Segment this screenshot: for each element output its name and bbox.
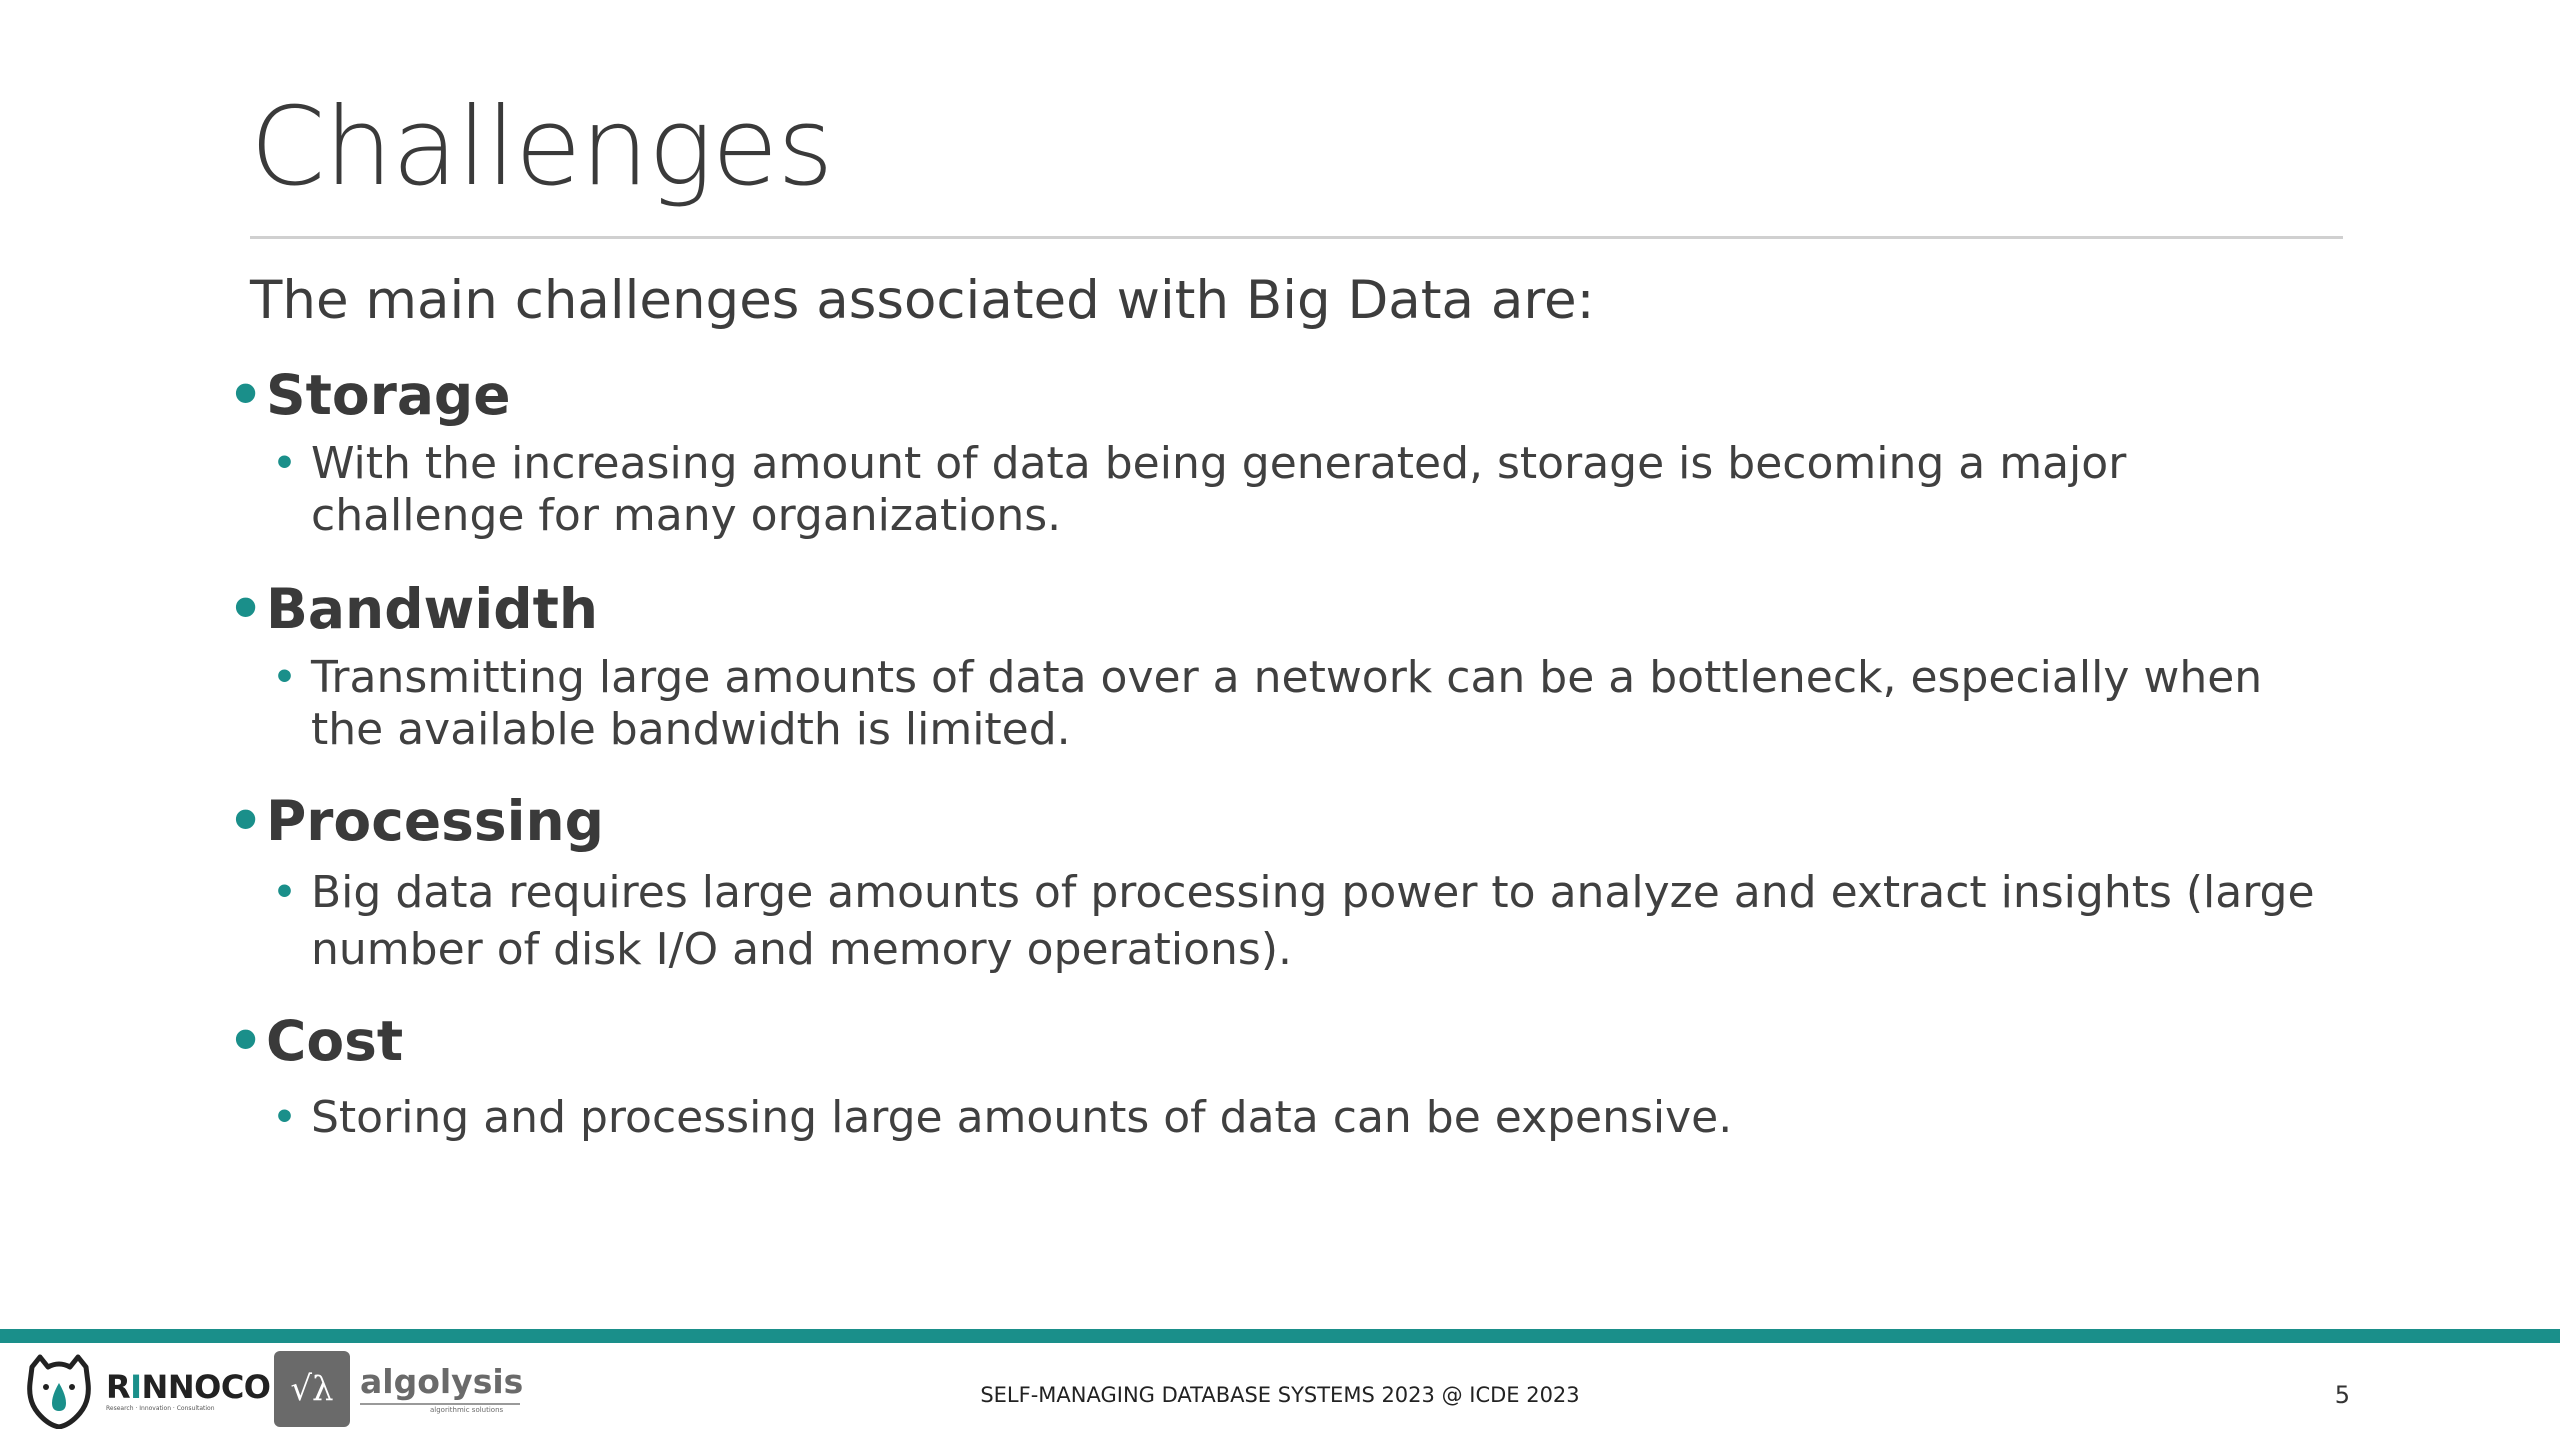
slide-footer (0, 1343, 2560, 1440)
challenge-list (228, 360, 2348, 1174)
list-item-heading (228, 786, 2348, 856)
list-item-processing (228, 786, 2348, 978)
footer-conference-text: SELF-MANAGING DATABASE SYSTEMS 2023 @ ICDE 2023 (980, 1383, 1580, 1407)
sqrt-lambda-logo-icon: √λ (274, 1351, 350, 1427)
footer-accent-bar (0, 1329, 2560, 1343)
list-item-heading (228, 360, 2348, 430)
algolysis-wordmark: algolysis (360, 1362, 524, 1401)
page-number: 5 (2334, 1381, 2350, 1409)
rinnoco-wordmark: RINNOCO (106, 1368, 271, 1406)
intro-text: The main challenges associated with Big Data are: (250, 270, 1595, 331)
round-bullet-icon: • (273, 443, 297, 484)
heading-bandwidth: Bandwidth (266, 577, 599, 641)
list-item-detail (273, 652, 2348, 756)
list-item-detail (273, 438, 2348, 542)
detail-storage: With the increasing amount of data being generated, storage is becoming a major challenge for many organizations. (311, 438, 2127, 541)
list-item-cost (228, 1006, 2348, 1144)
list-item-bandwidth (228, 574, 2348, 756)
heading-cost: Cost (266, 1009, 404, 1073)
round-bullet-icon: • (228, 789, 264, 853)
slide-title: Challenges (250, 85, 833, 210)
heading-storage: Storage (266, 363, 511, 427)
list-item-heading (228, 574, 2348, 644)
detail-processing: Big data requires large amounts of processing power to analyze and extract insights (large number of disk I/O and memory operations). (311, 867, 2315, 975)
detail-bandwidth: Transmitting large amounts of data over a network can be a bottleneck, especially when the available bandwidth is limited. (311, 652, 2263, 755)
list-item-detail (273, 1092, 2348, 1144)
round-bullet-icon: • (228, 363, 264, 427)
title-divider (250, 236, 2343, 239)
round-bullet-icon: • (273, 872, 297, 913)
rinnoco-tagline: Research · Innovation · Consultation (106, 1405, 215, 1412)
list-item-detail (273, 864, 2348, 978)
list-item-heading (228, 1006, 2348, 1076)
round-bullet-icon: • (273, 657, 297, 698)
round-bullet-icon: • (228, 1009, 264, 1073)
detail-cost: Storing and processing large amounts of data can be expensive. (311, 1092, 1733, 1143)
heading-processing: Processing (266, 789, 604, 853)
round-bullet-icon: • (273, 1097, 297, 1138)
round-bullet-icon: • (228, 577, 264, 641)
list-item-storage (228, 360, 2348, 542)
algolysis-tagline: algorithmic solutions (430, 1406, 504, 1414)
